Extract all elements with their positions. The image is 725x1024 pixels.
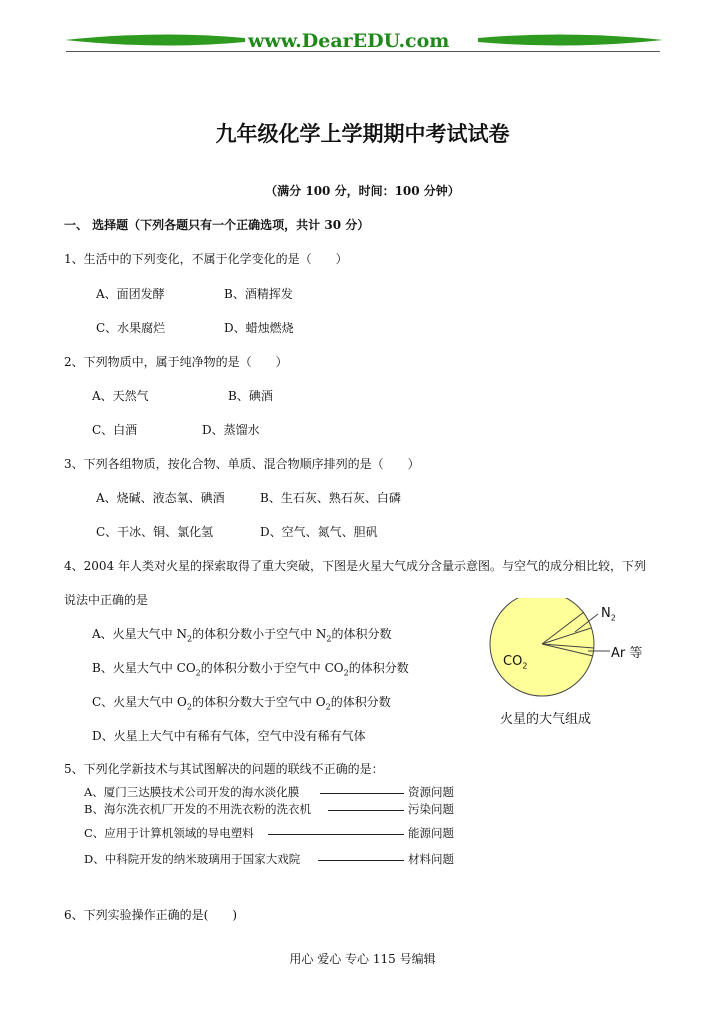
q6-stem: 6、下列实验操作正确的是( )	[64, 908, 237, 922]
q5-row-c: C、应用于计算机领域的导电塑料	[84, 826, 254, 840]
q2-option-d: D、蒸馏水	[202, 423, 260, 437]
q4-option-c: C、火星大气中 $O_2$的体积分数大于空气中 $O_2$的体积分数	[92, 695, 391, 712]
q4-stem-line1: 4、2004 年人类对火星的探索取得了重大突破，下图是火星大气成分含量示意图。与空气的成分相比较，下列	[64, 559, 646, 573]
q1-option-b: B、酒精挥发	[224, 287, 293, 301]
q1-option-a: A、面团发酵	[96, 287, 165, 301]
q5-stem: 5、下列化学新技术与其试图解决的问题的联线不正确的是：	[64, 762, 384, 776]
q1-stem: 1、生活中的下列变化，不属于化学变化的是（ ）	[64, 252, 348, 266]
q3-option-b: B、生石灰、熟石灰、白磷	[260, 491, 401, 505]
label-n2: $N_2$	[601, 606, 616, 623]
q2-option-a: A、天然气	[92, 389, 149, 403]
q4-stem-line2: 说法中正确的是	[64, 593, 149, 607]
q5-row-d-link: 材料问题	[314, 851, 454, 867]
q3-stem: 3、下列各组物质，按化合物、单质、混合物顺序排列的是（ ）	[64, 457, 420, 471]
site-url[interactable]: www.DearEDU.com	[248, 30, 450, 52]
q5-row-c-link: 能源问题	[264, 825, 454, 841]
q4-option-d: D、火星上大气中有稀有气体，空气中没有稀有气体	[92, 729, 366, 743]
q3-option-d: D、空气、氮气、胆矾	[260, 525, 378, 539]
q5-row-b: B、海尔洗衣机厂开发的不用洗衣粉的洗衣机	[84, 802, 311, 816]
q4-option-b: B、火星大气中 $CO_2$的体积分数小于空气中 $CO_2$的体积分数	[92, 661, 409, 678]
mars-atmosphere-figure	[480, 598, 680, 730]
q5-row-b-link: 污染问题	[324, 801, 454, 817]
q2-option-c: C、白酒	[92, 423, 138, 437]
figure-caption: 火星的大气组成	[500, 712, 592, 727]
q5-row-a: A、厦门三达膜技术公司开发的海水淡化膜	[84, 785, 300, 799]
q5-row-a-link: 资源问题	[316, 784, 454, 800]
q1-option-d: D、蜡烛燃烧	[224, 321, 294, 335]
label-co2: $CO_2$	[503, 654, 528, 671]
q1-option-c: C、水果腐烂	[96, 321, 166, 335]
page-title: 九年级化学上学期期中考试试卷	[215, 121, 510, 146]
q4-option-a: A、火星大气中 $N_2$的体积分数小于空气中 $N_2$的体积分数	[92, 627, 392, 644]
label-ar: Ar 等	[611, 646, 643, 661]
q5-row-d: D、中科院开发的纳米玻璃用于国家大戏院	[84, 852, 301, 866]
page-subtitle: （满分 100 分，时间：100 分钟）	[265, 184, 460, 198]
q2-option-b: B、碘酒	[228, 389, 273, 403]
page-footer: 用心 爱心 专心 115 号编辑	[289, 952, 436, 966]
q2-stem: 2、下列物质中，属于纯净物的是（ ）	[64, 355, 288, 369]
section-heading: 一、 选择题（下列各题只有一个正确选项，共计 30 分）	[64, 218, 370, 232]
q3-option-a: A、烧碱、液态氧、碘酒	[96, 491, 225, 505]
q3-option-c: C、干冰、铜、氯化氢	[96, 525, 214, 539]
